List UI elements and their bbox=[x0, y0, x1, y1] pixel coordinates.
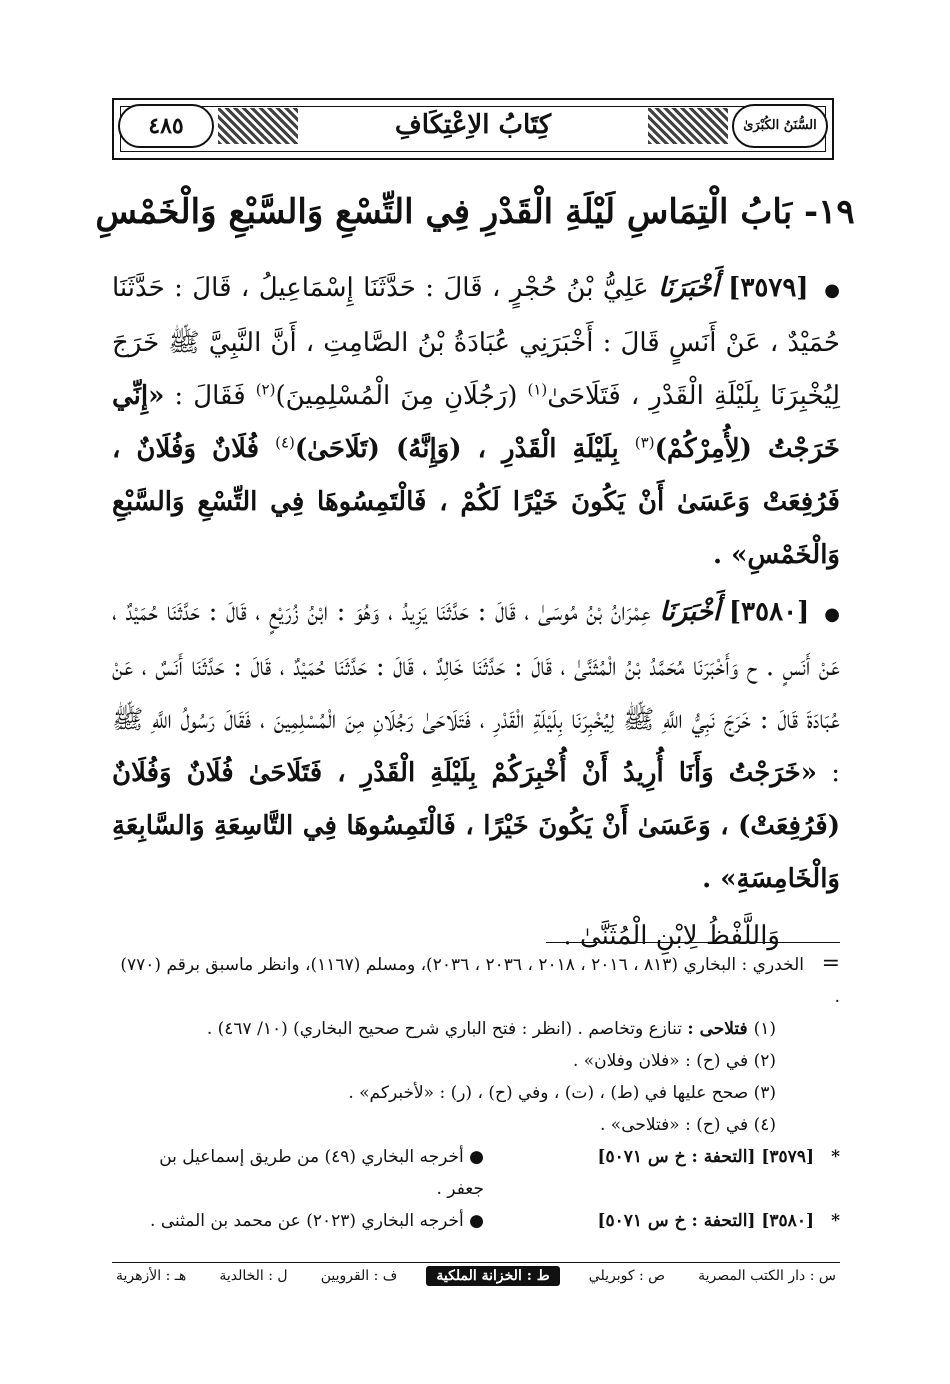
hadith-3580 bbox=[112, 586, 840, 906]
footnote-2 bbox=[120, 1045, 840, 1077]
tuhfa-ref: [٣٥٧٩] [التحفة : خ س ٥٠٧١] bbox=[597, 1147, 814, 1167]
footnote-ref[interactable]: (٤) bbox=[275, 433, 295, 452]
hadith-text: عِمْرَانُ بْنُ مُوسَىٰ ، قَالَ : حَدَّثَنَا يَزِيدُ ، وَهُوَ : ابْنُ زُرَيْعٍ ، قَالَ : حَدَّثَنَا حُمَيْدٌ ، عَنْ أَنَسٍ . ح وَأَخْبَرَنَا مُحَمَّدُ بْنُ الْمُثَنَّىٰ ، قَالَ : حَدَّثَنَا خَالِدٌ ، قَالَ : حَدَّثَنَا حُمَيْدٌ ، قَالَ : حَدَّثَنَا أَنَسٌ ، عَنْ عُبَادَةَ قَالَ : خَرَجَ نَبِيُّ اللَّهِ ﷺ لِيُخْبِرَنَا بِلَيْلَةِ الْقَدْرِ ، فَتَلَاحَىٰ رَجُلَانِ مِنَ الْمُسْلِمِينَ ، فَقَالَ رَسُولُ اللَّهِ ﷺ : bbox=[112, 597, 840, 788]
footnote-head: فتلاحى : bbox=[687, 1019, 754, 1039]
footnote-separator bbox=[546, 942, 840, 943]
footnote-mark: (٢) bbox=[753, 1051, 776, 1071]
ornament-left-icon bbox=[218, 108, 298, 144]
footnote-ref[interactable]: (٣) bbox=[634, 433, 655, 452]
footnote-ref[interactable]: (٢) bbox=[255, 380, 276, 399]
footnote-3 bbox=[120, 1077, 840, 1109]
siglum: س : دار الكتب المصرية bbox=[698, 1268, 836, 1284]
footnote-mark: (١) bbox=[753, 1019, 776, 1039]
continuation-text: الخدري : البخاري (٨١٣ ، ٢٠١٦ ، ٢٠١٨ ، ٢٠٣٦ ، ٢٠٣٦)، ومسلم (١١٦٧)، وانظر ماسبق برقم (٧٧٠) . bbox=[120, 955, 840, 1007]
hadith-text: فَقَالَ : bbox=[164, 381, 256, 411]
prophet-speech: «إِنِّي خَرَجْتُ (لِأُمِرْكُمْ) bbox=[112, 381, 840, 464]
chapter-title: ١٩- بَابُ الْتِمَاسِ لَيْلَةِ الْقَدْرِ فِي التِّسْعِ وَالسَّبْعِ وَالْخَمْسِ bbox=[95, 192, 855, 232]
manuscript-sigla bbox=[112, 1266, 840, 1286]
page-number: ٤٨٥ bbox=[148, 113, 184, 139]
hadith-number: [٣٥٨٠] bbox=[728, 597, 810, 627]
page-header bbox=[112, 98, 834, 160]
prophet-speech: بِلَيْلَةِ الْقَدْرِ ، (وَإِنَّهُ) (تَلَاحَىٰ) bbox=[294, 434, 635, 464]
tuhfa-text: ● أخرجه البخاري (٤٩) من طريق إسماعيل بن جعفر . bbox=[159, 1147, 484, 1199]
footnotes bbox=[120, 948, 840, 1237]
footnote-text: في (ح) : «فتلاحى» . bbox=[600, 1115, 754, 1135]
footnote-continuation bbox=[120, 948, 840, 1013]
hadith-text: عَلِيُّ بْنُ حُجْرٍ ، قَالَ : حَدَّثَنَا إِسْمَاعِيلُ ، قَالَ : حَدَّثَنَا حُمَيْدٌ ، عَنْ أَنَسٍ قَالَ : أَخْبَرَنِي عُبَادَةُ بْنُ الصَّامِتِ ، أَنَّ النَّبِيَّ ﷺ خَرَجَ لِيُخْبِرَنَا بِلَيْلَةِ الْقَدْرِ ، فَتَلَاحَىٰ bbox=[112, 273, 841, 411]
footnote-text: في (ح) : «فلان وفلان» . bbox=[572, 1051, 754, 1071]
siglum: ف : القرويين bbox=[320, 1268, 398, 1284]
hadith-number: [٣٥٧٩] bbox=[728, 273, 809, 303]
closing-line: وَاللَّفْظُ لِابْنِ الْمُثَنَّىٰ . bbox=[563, 921, 780, 951]
emblem-medallion bbox=[732, 104, 828, 148]
tuhfa-text: ● أخرجه البخاري (٢٠٢٣) عن محمد بن المثنى . bbox=[150, 1211, 484, 1231]
akhbarana: أَخْبَرَنَا bbox=[659, 597, 721, 627]
continuation-mark: = bbox=[821, 951, 840, 976]
hadith-3579 bbox=[112, 262, 840, 582]
siglum-highlighted: ط : الخزانة الملكية bbox=[426, 1266, 559, 1286]
siglum: ص : كوبريلي bbox=[588, 1268, 666, 1284]
main-text bbox=[112, 262, 840, 967]
book-title: كِتَابُ الاِعْتِكَافِ bbox=[314, 110, 632, 140]
prophet-speech: «خَرَجْتُ وَأَنَا أُرِيدُ أَنْ أُخْبِرَكُمْ بِلَيْلَةِ الْقَدْرِ ، فَتَلَاحَىٰ فُلَانٌ وَفُلَانٌ (فَرُفِعَتْ) ، وَعَسَىٰ أَنْ يَكُونَ خَيْرًا ، فَالْتَمِسُوهَا فِي التَّاسِعَةِ وَالسَّابِعَةِ وَالْخَامِسَةِ» . bbox=[112, 758, 840, 894]
tuhfa-ref: [٣٥٨٠] [التحفة : خ س ٥٠٧١] bbox=[597, 1211, 814, 1231]
footnote-text: صحح عليها في (ط) ، (ت) ، وفي (ح) ، (ر) : «لأخبركم» . bbox=[348, 1083, 754, 1103]
book-emblem-icon: السُّنَنُ الكُبْرَىٰ bbox=[743, 117, 817, 133]
footnote-text: تنازع وتخاصم . (انظر : فتح الباري شرح صحيح البخاري) (١٠/ ٤٦٧) . bbox=[206, 1019, 688, 1039]
sigla-separator bbox=[112, 1262, 840, 1263]
siglum: هـ : الأزهرية bbox=[116, 1268, 187, 1284]
tuhfa-ref-3579 bbox=[120, 1141, 840, 1205]
bullet-icon: ● bbox=[824, 604, 841, 625]
bullet-icon: ● bbox=[824, 280, 841, 301]
prophet-speech: فُلَانٌ وَفُلَانٌ ، فَرُفِعَتْ وَعَسَىٰ أَنْ يَكُونَ خَيْرًا لَكُمْ ، فَالْتَمِسُوهَا فِي التِّسْعِ وَالسَّبْعِ وَالْخَمْسِ» . bbox=[112, 434, 840, 570]
footnote-4 bbox=[120, 1109, 840, 1141]
page-number-medallion bbox=[118, 104, 214, 148]
star-icon: * bbox=[831, 1147, 840, 1167]
akhbarana: أَخْبَرَنَا bbox=[658, 273, 719, 303]
hadith-text: (رَجُلَانِ مِنَ الْمُسْلِمِينَ) bbox=[275, 381, 528, 411]
footnote-mark: (٤) bbox=[753, 1115, 776, 1135]
ornament-right-icon bbox=[648, 108, 728, 144]
star-icon: * bbox=[831, 1211, 840, 1231]
footnote-ref[interactable]: (١) bbox=[527, 380, 548, 399]
footnote-mark: (٣) bbox=[753, 1083, 776, 1103]
tuhfa-ref-3580 bbox=[120, 1205, 840, 1237]
footnote-1 bbox=[120, 1013, 840, 1045]
siglum: ل : الخالدية bbox=[219, 1268, 288, 1284]
